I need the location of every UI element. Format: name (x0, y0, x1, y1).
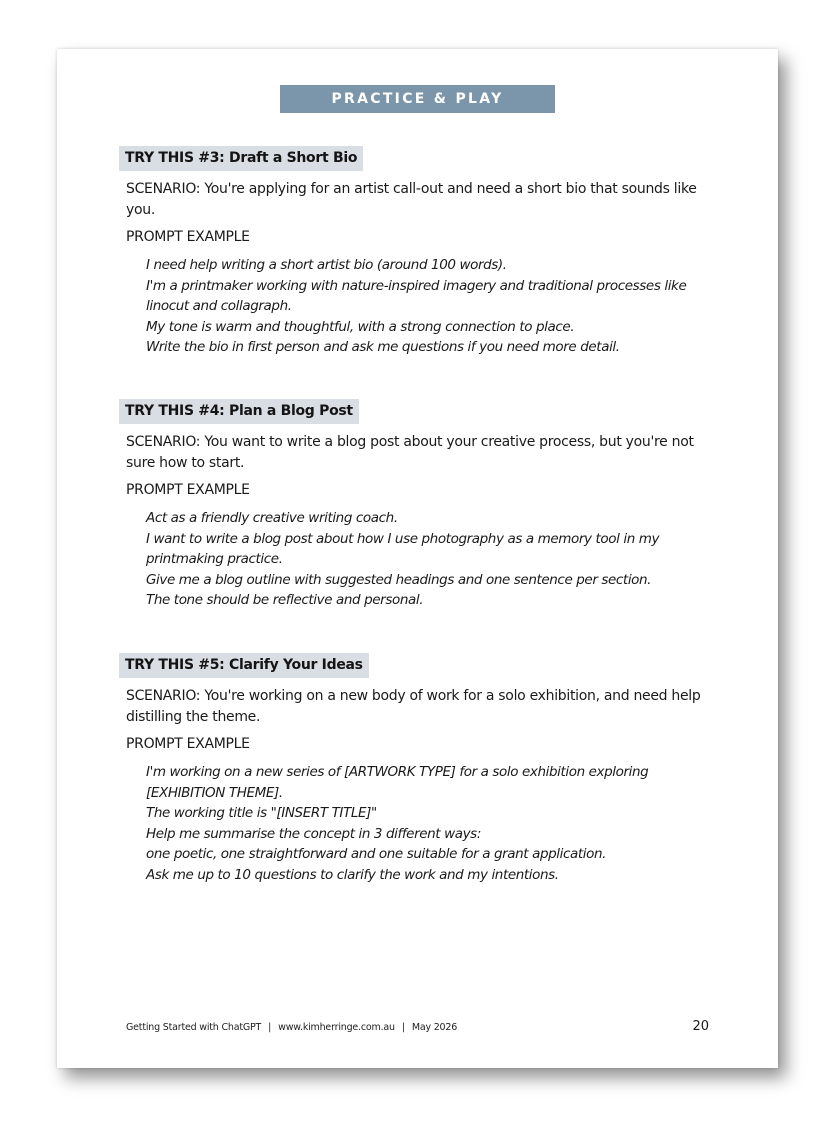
prompt-line: Act as a friendly creative writing coach. (146, 510, 398, 526)
try-this-section-bio (119, 146, 719, 358)
prompt-example-text (146, 762, 716, 885)
prompt-line: one poetic, one straightforward and one suitable for a grant application. (146, 846, 607, 862)
page-banner: PRACTICE & PLAY (280, 85, 555, 113)
try-this-section-ideas (119, 653, 719, 885)
prompt-line: Write the bio in first person and ask me questions if you need more detail. (146, 339, 620, 355)
prompt-line: Ask me up to 10 questions to clarify the work and my intentions. (146, 866, 559, 883)
prompt-example-label: PROMPT EXAMPLE (126, 482, 250, 498)
footer-website-link[interactable]: www.kimherringe.com.au (278, 1022, 395, 1033)
section-heading: TRY THIS #3: Draft a Short Bio (119, 146, 363, 171)
scenario-text: SCENARIO: You're applying for an artist call-out and need a short bio that sounds like you. (126, 181, 697, 218)
prompt-line: Help me summarise the concept in 3 different ways: (146, 825, 481, 842)
footer-date: May 2026 (411, 1022, 458, 1033)
scenario-text: SCENARIO: You're working on a new body of work for a solo exhibition, and need help distilling the theme. (126, 688, 701, 725)
try-this-section-blog (119, 399, 719, 611)
scenario-text: SCENARIO: You want to write a blog post about your creative process, but you're not sure how to start. (126, 434, 694, 471)
prompt-example-text (146, 255, 716, 358)
prompt-line: Give me a blog outline with suggested headings and one sentence per section. (146, 571, 652, 588)
prompt-example-label: PROMPT EXAMPLE (126, 229, 250, 245)
footer-title: Getting Started with ChatGPT (126, 1022, 262, 1033)
prompt-line: I need help writing a short artist bio (around 100 words). (146, 257, 507, 273)
footer-separator: | (401, 1022, 405, 1033)
prompt-line: The working title is "[INSERT TITLE]" (146, 805, 377, 821)
prompt-line: I'm working on a new series of [ARTWORK TYPE] for a solo exhibition exploring [EXHIBITION THEME]. (146, 764, 649, 801)
page-number: 20 (692, 1019, 709, 1034)
prompt-line: I'm a printmaker working with nature-inspired imagery and traditional processes like linocut and collagraph. (146, 277, 687, 314)
prompt-example-label: PROMPT EXAMPLE (126, 736, 250, 752)
prompt-example-text (146, 508, 716, 611)
prompt-line: The tone should be reflective and personal. (146, 592, 424, 608)
page-footer (126, 1022, 457, 1033)
document-page (57, 49, 778, 1068)
footer-separator: | (268, 1022, 272, 1033)
section-heading: TRY THIS #4: Plan a Blog Post (119, 399, 359, 424)
prompt-line: My tone is warm and thoughtful, with a strong connection to place. (146, 318, 575, 335)
section-heading: TRY THIS #5: Clarify Your Ideas (119, 653, 369, 678)
prompt-line: I want to write a blog post about how I use photography as a memory tool in my printmaking practice. (146, 530, 660, 567)
